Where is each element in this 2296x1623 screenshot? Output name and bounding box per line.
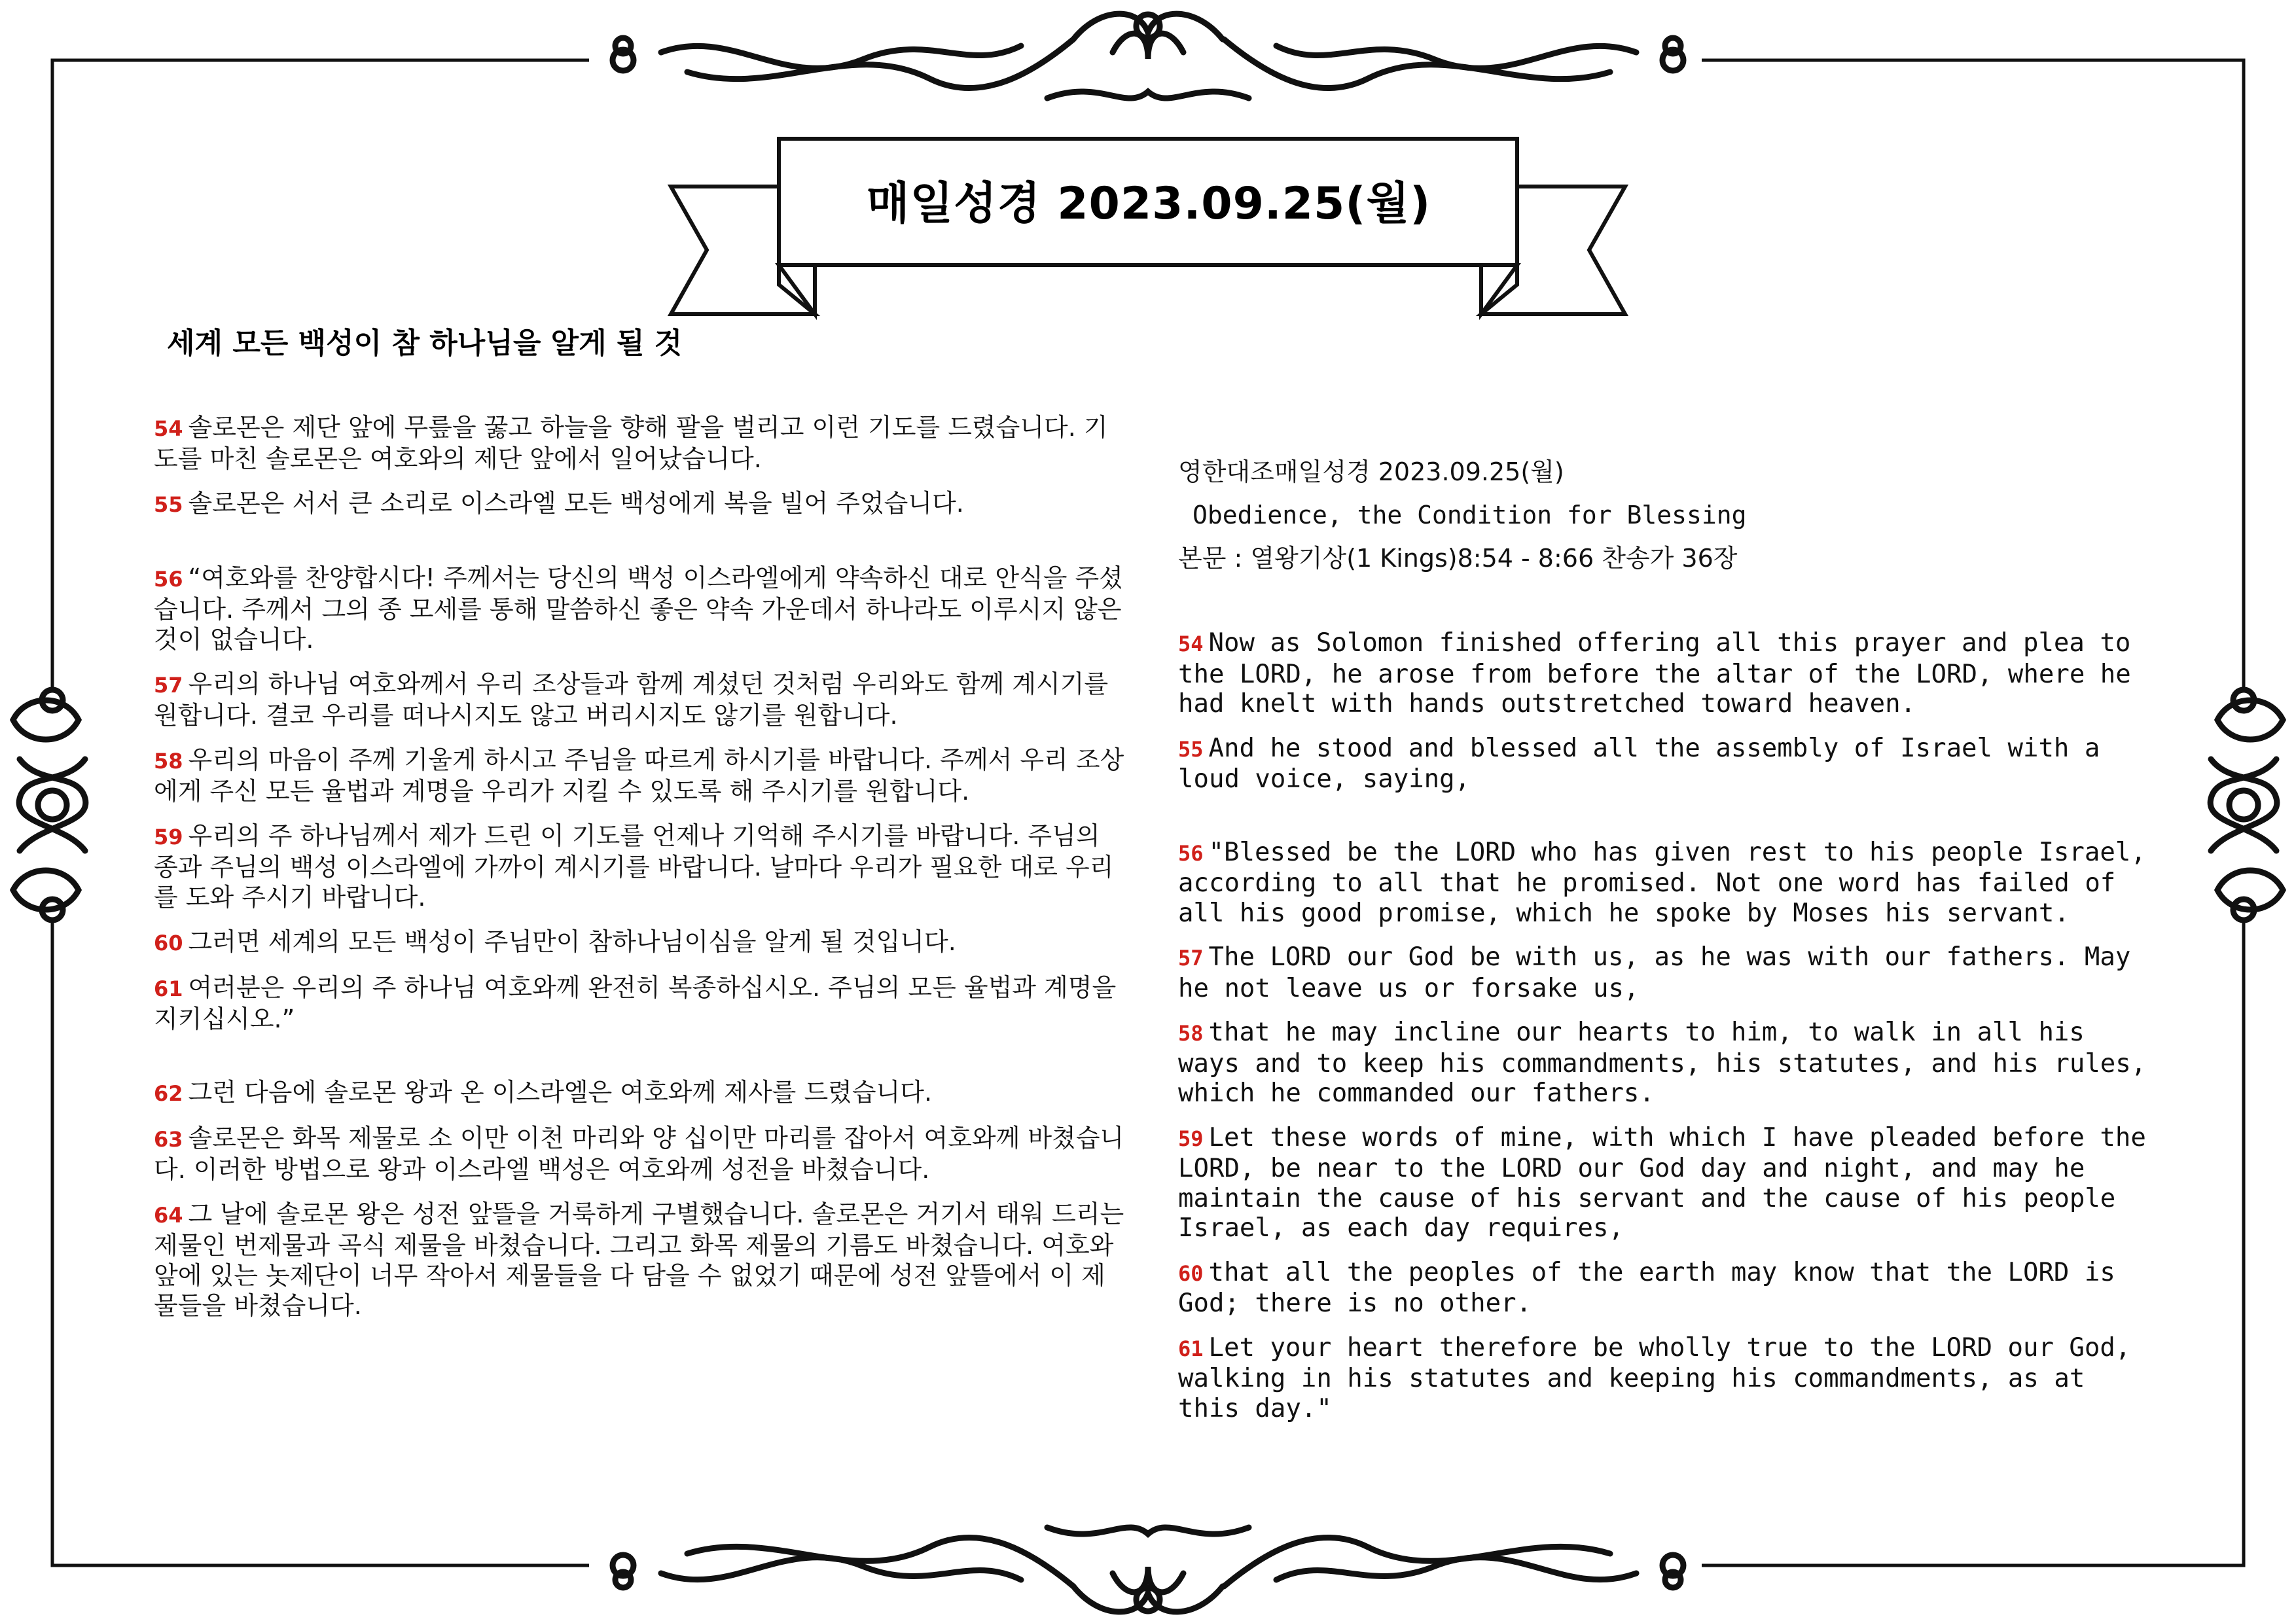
- verse-text: 그러면 세계의 모든 백성이 주님만이 참하나님이심을 알게 될 것입니다.: [188, 927, 956, 956]
- verse-text: “여호와를 찬양합시다! 주께서는 당신의 백성 이스라엘에게 약속하신 대로 안식을 주셨습니다. 주께서 그의 종 모세를 통해 말씀하신 좋은 약속 가운데서 하나라도 이루시지 않은 것이 없습니다.: [154, 563, 1123, 654]
- verse-text: 우리의 주 하나님께서 제가 드린 이 기도를 언제나 기억해 주시기를 바랍니다. 주님의 종과 주님의 백성 이스라엘에 가까이 계시기를 바랍니다. 날마다 우리가 필요한 대로 우리를 도와 주시기 바랍니다.: [154, 821, 1114, 912]
- verse-number: 60: [1178, 1260, 1204, 1286]
- verse-text: that he may incline our hearts to him, to walk in all his ways and to keep his commandments, his statutes, and his rules, which he commanded our fathers.: [1178, 1018, 2147, 1108]
- verse-number: 55: [1178, 736, 1204, 762]
- verse-text: Let these words of mine, with which I have pleaded before the LORD, be near to the LORD our God day and night, and may he maintain the cause of his servant and the cause of his people Israel, as each day requires,: [1178, 1122, 2146, 1243]
- english-text-column: [1178, 628, 2160, 1438]
- section-subtitle: 세계 모든 백성이 참 하나님을 알게 될 것: [167, 327, 683, 360]
- english-header-reference: 본문 : 열왕기상(1 Kings)8:54 - 8:66 찬송가 36장: [1178, 544, 1738, 573]
- verse-number: 58: [1178, 1021, 1204, 1046]
- english-header-title: Obedience, the Condition for Blessing: [1193, 501, 1747, 529]
- english-verse-54: [1178, 628, 2160, 719]
- banner-title: 매일성경 2023.09.25(월): [866, 177, 1431, 230]
- verse-number: 58: [154, 749, 183, 774]
- right-flourish: [2210, 690, 2283, 920]
- korean-verse-56: [154, 563, 1129, 654]
- korean-verse-60: [154, 927, 1129, 958]
- english-verse-60: [1178, 1258, 2160, 1319]
- verse-text: 그 날에 솔로몬 왕은 성전 앞뜰을 거룩하게 구별했습니다. 솔로몬은 거기서 태워 드리는 제물인 번제물과 곡식 제물을 바쳤습니다. 그리고 화목 제물의 기름도 바쳤습니다. 여호와 앞에 있는 놋제단이 너무 작아서 제물들을 다 담을 수 없었기 때문에 성전 앞뜰에서 이 제물들을 바쳤습니다.: [154, 1200, 1124, 1320]
- verse-number: 56: [1178, 840, 1204, 866]
- korean-verse-59: [154, 821, 1129, 912]
- verse-number: 60: [154, 931, 183, 955]
- verse-number: 59: [154, 825, 183, 849]
- verse-text: 우리의 하나님 여호와께서 우리 조상들과 함께 계셨던 것처럼 우리와도 함께 계시기를 원합니다. 결코 우리를 떠나시지도 않고 버리시지도 않기를 원합니다.: [154, 669, 1109, 730]
- korean-verse-55: [154, 488, 1129, 520]
- verse-number: 62: [154, 1081, 183, 1106]
- korean-verse-58: [154, 745, 1129, 806]
- verse-text: 그런 다음에 솔로몬 왕과 온 이스라엘은 여호와께 제사를 드렸습니다.: [188, 1078, 933, 1107]
- english-header-date: 영한대조매일성경 2023.09.25(월): [1178, 457, 1564, 486]
- verse-number: 57: [154, 673, 183, 698]
- english-verse-59: [1178, 1123, 2160, 1243]
- verse-text: "Blessed be the LORD who has given rest to his people Israel, according to all that he promised. Not one word has failed of all his good promise, which he spoke by Moses his servant.: [1178, 837, 2146, 928]
- korean-text-column: [154, 412, 1129, 1335]
- english-verse-56: [1178, 838, 2160, 929]
- verse-number: 64: [154, 1203, 183, 1228]
- korean-verse-64: [154, 1199, 1129, 1321]
- verse-text: 여러분은 우리의 주 하나님 여호와께 완전히 복종하십시오. 주님의 모든 율법과 계명을 지키십시오.”: [154, 973, 1117, 1033]
- korean-verse-54: [154, 412, 1129, 474]
- left-flourish: [13, 690, 86, 920]
- english-verse-58: [1178, 1018, 2160, 1109]
- verse-number: 63: [154, 1127, 183, 1152]
- korean-verse-57: [154, 669, 1129, 730]
- verse-number: 55: [154, 492, 183, 517]
- english-verse-55: [1178, 734, 2160, 794]
- verse-text: 솔로몬은 화목 제물로 소 이만 이천 마리와 양 십이만 마리를 잡아서 여호와께 바쳤습니다. 이러한 방법으로 왕과 이스라엘 백성은 여호와께 성전을 바쳤습니다.: [154, 1124, 1124, 1184]
- english-header: [1178, 450, 2160, 580]
- korean-verse-62: [154, 1077, 1129, 1109]
- top-flourish: [613, 14, 1683, 98]
- verse-number: 57: [1178, 946, 1204, 971]
- verse-text: 우리의 마음이 주께 기울게 하시고 주님을 따르게 하시기를 바랍니다. 주께서 우리 조상에게 주신 모든 율법과 계명을 우리가 지킬 수 있도록 해 주시기를 원합니다.: [154, 745, 1124, 806]
- verse-number: 54: [1178, 632, 1204, 656]
- verse-text: And he stood and blessed all the assembly of Israel with a loud voice, saying,: [1178, 733, 2100, 794]
- english-verse-57: [1178, 942, 2160, 1003]
- verse-text: Let your heart therefore be wholly true to the LORD our God, walking in his statutes and keeping his commandments, as at this day.": [1178, 1332, 2131, 1423]
- korean-verse-61: [154, 972, 1129, 1034]
- english-verse-61: [1178, 1333, 2160, 1424]
- verse-number: 59: [1178, 1126, 1204, 1151]
- verse-text: The LORD our God be with us, as he was with our fathers. May he not leave us or forsake us,: [1178, 942, 2131, 1003]
- korean-verse-63: [154, 1123, 1129, 1185]
- verse-text: 솔로몬은 제단 앞에 무릎을 꿇고 하늘을 향해 팔을 벌리고 이런 기도를 드렸습니다. 기도를 마친 솔로몬은 여호와의 제단 앞에서 일어났습니다.: [154, 413, 1108, 473]
- verse-text: Now as Solomon finished offering all this prayer and plea to the LORD, he arose from before the altar of the LORD, where he had knelt with hands outstretched toward heaven.: [1178, 628, 2131, 719]
- verse-text: 솔로몬은 서서 큰 소리로 이스라엘 모든 백성에게 복을 빌어 주었습니다.: [188, 489, 964, 518]
- verse-number: 61: [154, 976, 183, 1001]
- verse-number: 61: [1178, 1336, 1204, 1361]
- verse-number: 56: [154, 567, 183, 592]
- verse-number: 54: [154, 416, 183, 441]
- bottom-flourish: [613, 1527, 1683, 1612]
- verse-text: that all the peoples of the earth may know that the LORD is God; there is no other.: [1178, 1257, 2115, 1318]
